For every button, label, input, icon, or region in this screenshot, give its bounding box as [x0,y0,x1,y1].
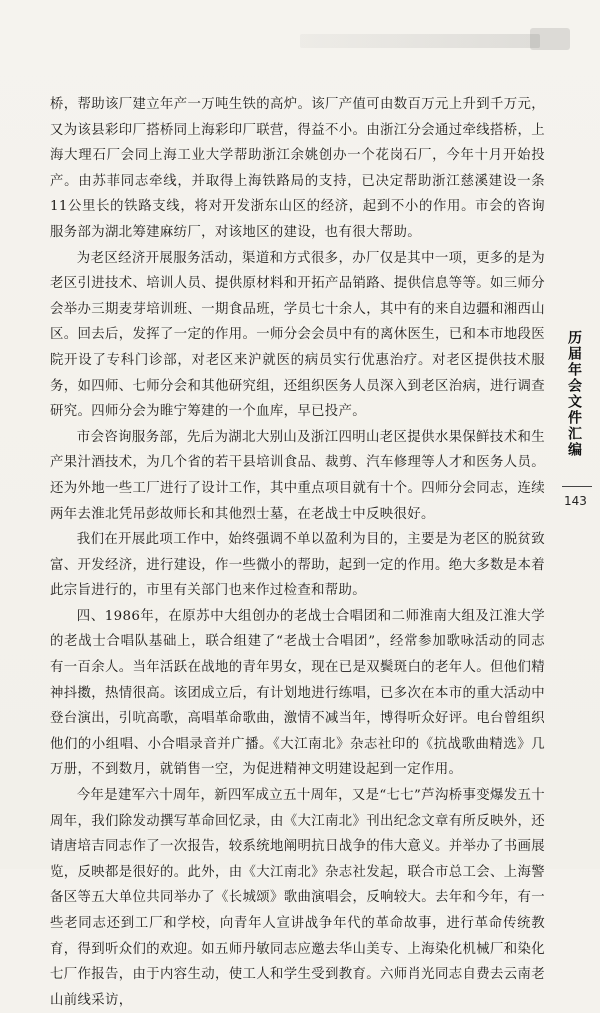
show-through-header [300,34,540,48]
section-title: 历届年会文件汇编 [566,330,582,458]
body-text [50,92,545,1013]
paragraph-4: 我们在开展此项工作中，始终强调不单以盈利为目的，主要是为老区的脱贫致富、开发经济，进行建设，作一些微小的帮助，起到一定的作用。绝大多数是本着此宗旨进行的，市里有关部门也来作过检查和帮助。 [50,532,545,599]
paragraph-1: 桥，帮助该厂建立年产一万吨生铁的高炉。该厂产值可由数百万元上升到千万元，又为该县彩印厂搭桥同上海彩印厂联营，得益不小。由浙江分会通过牵线搭桥，上海大理石厂会同上海工业大学帮助浙江余姚创办一个花岗石厂，今年十月开始投产。由苏菲同志牵线，并取得上海铁路局的支持，已决定帮助浙江慈溪建设一条11公里长的铁路支线，将对开发浙东山区的经济，起到不小的作用。市会的咨询服务部为湖北筹建麻纺厂，对该地区的建设，也有很大帮助。 [50,97,545,240]
paragraph-2: 为老区经济开展服务活动，渠道和方式很多，办厂仅是其中一项，更多的是为老区引进技术、培训人员、提供原材料和开拓产品销路、提供信息等等。如三师分会举办三期麦芽培训班、一期食品班，学员七十余人，其中有的来自边疆和湘西山区。回去后，发挥了一定的作用。一师分会会员中有的离休医生，已和本市地段医院开设了专科门诊部，对老区来沪就医的病员实行优惠治疗。对老区提供技术服务，如四师、七师分会和其他研究组，还组织医务人员深入到老区治病，进行调查研究。四师分会为睢宁筹建的一个血库，早已投产。 [50,250,545,420]
paragraph-6: 今年是建军六十周年，新四军成立五十周年，又是“七七”芦沟桥事变爆发五十周年，我们除发动撰写革命回忆录，由《大江南北》刊出纪念文章有所反映外，还请唐培吉同志作了一次报告，较系统地阐明抗日战争的伟大意义。并举办了书画展览，反映都是很好的。此外，由《大江南北》杂志社发起，联合市总工会、上海警备区等五大单位共同举办了《长城颂》歌曲演唱会，反响较大。去年和今年，有一些老同志还到工厂和学校，向青年人宣讲战争年代的革命故事，进行革命传统教育，得到听众们的欢迎。如五师丹敏同志应邀去华山美专、上海染化机械厂和染化七厂作报告，由于内容生动，使工人和学生受到教育。六师肖光同志自费去云南老山前线采访， [50,788,545,1008]
sidebar-divider [562,486,592,487]
paragraph-3: 市会咨询服务部，先后为湖北大别山及浙江四明山老区提供水果保鲜技术和生产果汁酒技术，为几个省的若干县培训食品、裁剪、汽车修理等人才和医务人员。还为外地一些工厂进行了设计工作，其中重点项目就有十个。四师分会同志，连续两年去淮北凭吊彭故师长和其他烈士墓，在老战士中反映很好。 [50,429,545,522]
paragraph-5: 四、1986年，在原苏中大组创办的老战士合唱团和二师淮南大组及江淮大学的老战士合唱队基础上，联合组建了“老战士合唱团”，经常参加歌咏活动的同志有一百余人。当年活跃在战地的青年男女，现在已是双鬓斑白的老年人。但他们精神抖擞，热情很高。该团成立后，有计划地进行练唱，已多次在本市的重大活动中登台演出，引吭高歌，高唱革命歌曲，激情不减当年，博得听众好评。电台曾组织他们的小组唱、小合唱录音并广播。《大江南北》杂志社印的《抗战歌曲精选》几万册，不到数月，就销售一空，为促进精神文明建设起到一定作用。 [50,608,545,778]
page-number: 143 [564,494,587,508]
page-sidebar [558,0,600,869]
